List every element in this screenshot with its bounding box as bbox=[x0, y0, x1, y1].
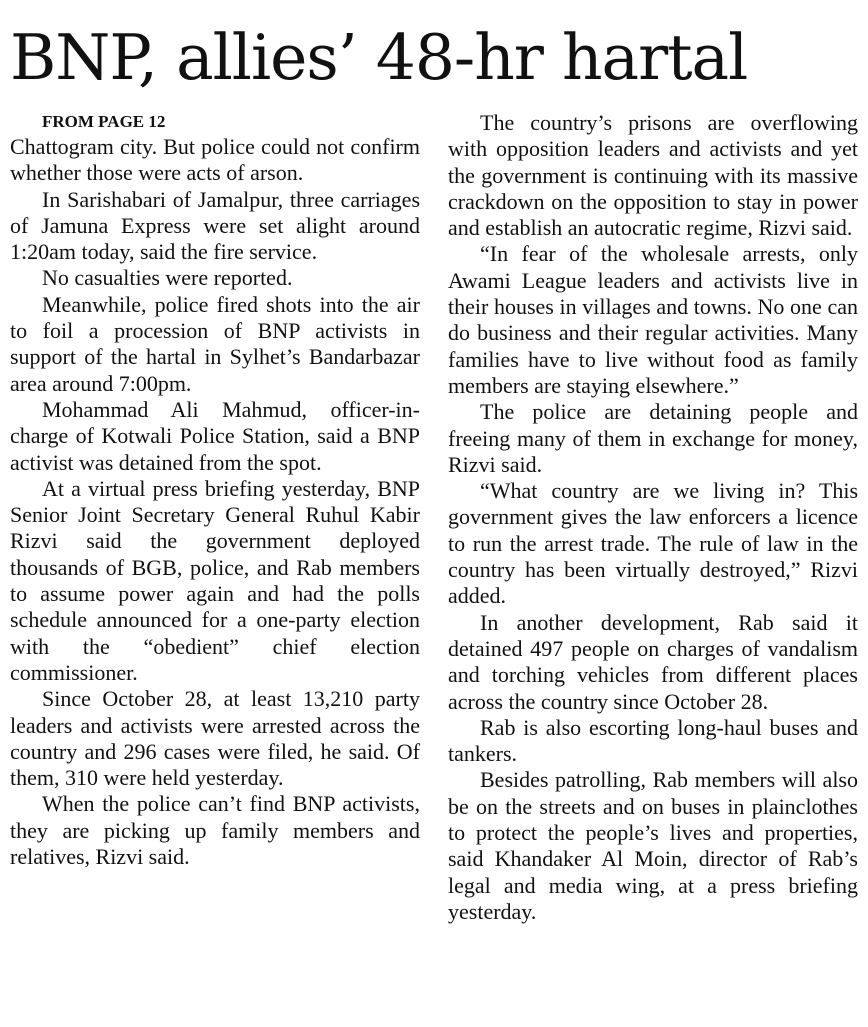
paragraph: Meanwhile, police fired shots into the air to foil a procession of BNP activists in support of the hartal in Sylhet’s Bandarbazar area around 7:00pm. bbox=[10, 291, 420, 396]
paragraph: The country’s prisons are overflowing with opposition leaders and activists and yet the government is continuing with its massive crackdown on the opposition to stay in power and establish an autocratic regime, Rizvi said. bbox=[448, 110, 858, 241]
paragraph: No casualties were reported. bbox=[42, 265, 293, 291]
paragraph: The police are detaining people and freeing many of them in exchange for money, Rizvi said. bbox=[448, 399, 858, 477]
article-column-left bbox=[10, 110, 420, 870]
paragraph: In another development, Rab said it detained 497 people on charges of vandalism and torching vehicles from different places across the country since October 28. bbox=[448, 609, 858, 714]
article-column-right bbox=[448, 110, 858, 925]
paragraph: “In fear of the wholesale arrests, only Awami League leaders and activists live in their houses in villages and towns. No one can do business and their regular activities. Many families have to live without food as family members are staying elsewhere.” bbox=[448, 241, 858, 398]
paragraph: At a virtual press briefing yesterday, BNP Senior Joint Secretary General Ruhul Kabir Rizvi said the government deployed thousands of BGB, police, and Rab members to assume power again and had the polls schedule announced for a one-party election with the “obedient” chief election commissioner. bbox=[10, 475, 420, 685]
paragraph: Chattogram city. But police could not confirm whether those were acts of arson. bbox=[10, 134, 420, 186]
paragraph: Mohammad Ali Mahmud, officer-in-charge of Kotwali Police Station, said a BNP activist was detained from the spot. bbox=[10, 396, 420, 475]
paragraph: “What country are we living in? This government gives the law enforcers a licence to run the arrest trade. The rule of law in the country has been virtually destroyed,” Rizvi added. bbox=[448, 478, 858, 609]
headline: BNP, allies’ 48-hr hartal bbox=[10, 21, 748, 94]
paragraph: Since October 28, at least 13,210 party leaders and activists were arrested across the country and 296 cases were filed, he said. Of them, 310 were held yesterday. bbox=[10, 686, 420, 791]
paragraph: Rab is also escorting long-haul buses and tankers. bbox=[448, 714, 858, 767]
from-page-label: FROM PAGE 12 bbox=[42, 112, 166, 131]
paragraph: Besides patrolling, Rab members will also be on the streets and on buses in plainclothes to protect the people’s lives and properties, said Khandaker Al Moin, director of Rab’s legal and media wing, at a press briefing yesterday. bbox=[448, 767, 858, 924]
paragraph: When the police can’t find BNP activists, they are picking up family members and relatives, Rizvi said. bbox=[10, 791, 420, 870]
paragraph: In Sarishabari of Jamalpur, three carriages of Jamuna Express were set alight around 1:20am today, said the fire service. bbox=[10, 186, 420, 265]
